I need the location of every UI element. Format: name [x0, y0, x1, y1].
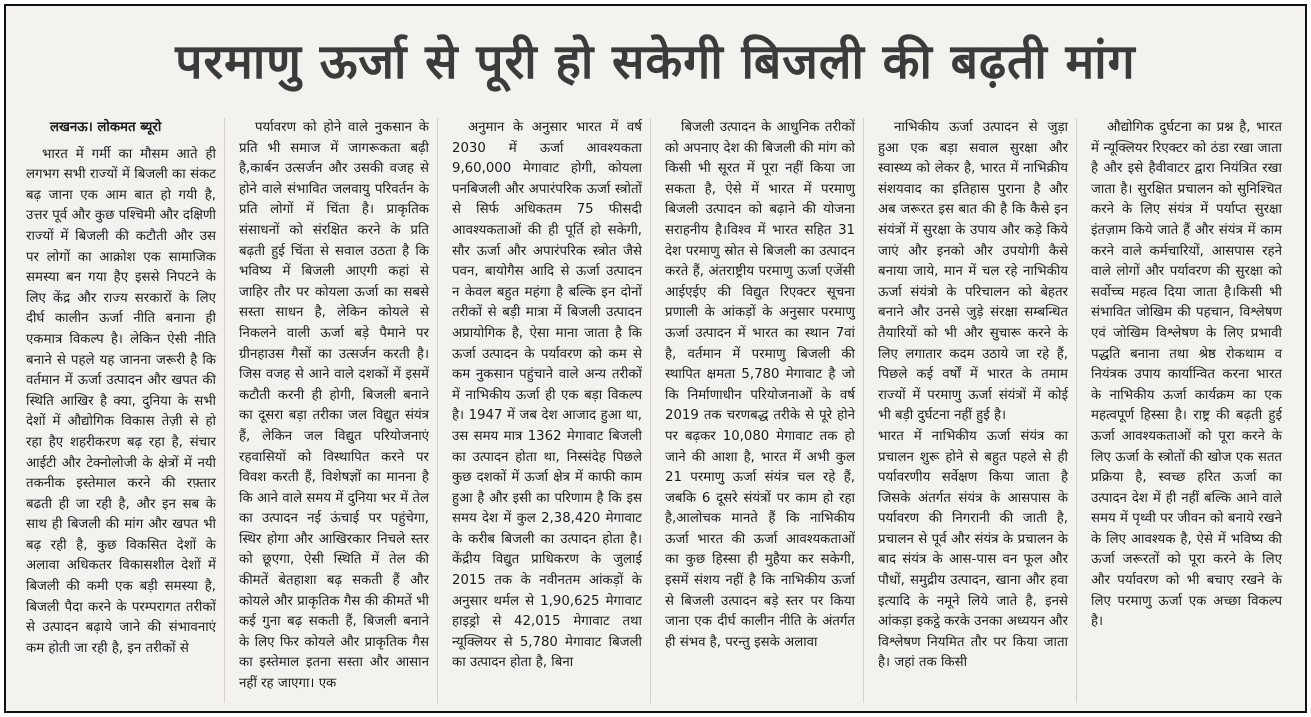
- article-column-6: [1091, 118, 1290, 703]
- column-text: पर्यावरण को होने वाले नुकसान के प्रति भी समाज में जागरूकता बढ़ी है,कार्बन उत्सर्जन और उसकी वजह से होने वाले संभावित जलवायु परिवर्तन के प्रति लोगों में चिंता है। प्राकृतिक संसाधनों को संरक्षित करने के प्रति बढ़ती हुई चिंता से सवाल उठता है कि भविष्य में बिजली आएगी कहां से जाहिर तौर पर कोयला ऊर्जा का सबसे सस्ता साधन है, लेकिन कोयले से निकलने वाली ऊर्जा बड़े पैमाने पर ग्रीनहाउस गैसों का उत्सर्जन करती है। जिस वजह से आने वाले दशकों में इसमें कटौती करनी ही होगी, बिजली बनाने का दूसरा बड़ा तरीका जल विद्युत संयंत्र हैं, लेकिन जल विद्युत परियोजनाएं रहवासियों को विस्थापित करने पर विवश करती हैं, विशेषज्ञों का मानना है कि आने वाले समय में दुनिया भर में तेल का उत्पादन नई ऊंचाई पर पहुंचेगा, स्थिर होगा और आखिरकार निचले स्तर को छूएगा, ऐसी स्थिति में तेल की कीमतें बेतहाशा बढ़ सकती हैं और कोयले और प्राकृतिक गैस की कीमतें भी कई गुना बढ़ सकती हैं, बिजली बनाने के लिए फिर कोयले और प्राकृतिक गैस का इस्तेमाल इतना सस्ता और आसान नहीं रह जाएगा। एक: [239, 120, 429, 692]
- article-column-4: [665, 118, 864, 703]
- article-byline: लखनऊ। लोकमत ब्यूरो: [50, 120, 162, 135]
- column-text: नाभिकीय ऊर्जा उत्पादन से जुड़ा हुआ एक बड़ा सवाल सुरक्षा और स्वास्थ्य को लेकर है, भारत में नाभिक्रीय संशयवाद का इतिहास पुराना है और अब जरूरत इस बात की है कि कैसे इन संयंत्रों में सुरक्षा के उपाय और कड़े किये जाएं और इनको और उपयोगी कैसे बनाया जाये, मान में चल रहे नाभिकीय ऊर्जा संयंत्रो के परिचालन को बेहतर बनाने और उनसे जुड़े संरक्षा सम्बन्धित तैयारियों को भी और सुचारू करने के लिए लगातार कदम उठाये जा रहे हैं, पिछले कई वर्षों में भारत के तमाम राज्यों में परमाणु ऊर्जा संयंत्रों में कोई भी बड़ी दुर्घटना नहीं हुई है। भारत में नाभिकीय ऊर्जा संयंत्र का प्रचालन शुरू होने से बहुत पहले से ही पर्यावरणीय सर्वेक्षण किया जाता है जिसके अंतर्गत संयंत्र के आसपास के पर्यावरण की निगरानी की जाती है, प्रचालन से पूर्व और संयंत्र के प्रचालन के बाद संयंत्र के आस-पास वन फूल और पौधों, समुद्रीय उत्पादन, खाना और हवा इत्यादि के नमूने लिये जाते है, इनसे आंकड़ा इकट्ठे करके उनका अध्ययन और विश्लेषण नियमित तौर पर किया जाता है। जहां तक किसी: [878, 120, 1068, 671]
- column-text: भारत में गर्मी का मौसम आते ही लगभग सभी राज्यों में बिजली का संकट बढ़ जाना एक आम बात हो गयी है, उत्तर पूर्व और कुछ पश्चिमी और दक्षिणी राज्यों में बिजली की कटौती और उस पर लोगों का आक्रोश एक सामाजिक समस्या बन गया हैए इससे निपटने के लिए केंद्र और राज्य सरकारों के लिए दीर्घ कालीन ऊर्जा नीति बनाना ही एकमात्र विकल्प है। लेकिन ऐसी नीति बनाने से पहले यह जानना जरूरी है कि वर्तमान में ऊर्जा उत्पादन और खपत की स्थिति आखिर है क्या, दुनिया के सभी देशों में औद्योगिक विकास तेज़ी से हो रहा हैए शहरीकरण बढ़ रहा है, संचार आईटी और टेक्नोलोजी के क्षेत्रों में नयी तकनीक इस्तेमाल करने की रफ़्तार बढती ही जा रही है, और इन सब के साथ ही बिजली की मांग और खपत भी बढ़ रही है, कुछ विकसित देशों के अलावा अधिकतर विकासशील देशों में बिजली की कमी एक बड़ी समस्या है, बिजली पैदा करने के परम्परागत तरीकों से उत्पादन बढ़ाये जाने की संभावनाएं कम होती जा रही है, इन तरीकों से: [26, 146, 216, 656]
- column-text: बिजली उत्पादन के आधुनिक तरीकों को अपनाए देश की बिजली की मांग को किसी भी सूरत में पूरा नहीं किया जा सकता है, ऐसे में भारत में परमाणु बिजली उत्पादन को बढ़ाने की योजना सराहनीय है।विश्व में भारत सहित 31 देश परमाणु स्रोत से बिजली का उत्पादन करते हैं, अंतराष्ट्रीय परमाणु ऊर्जा एजेंसी आईएईए की विद्युत रिएक्टर सूचना प्रणाली के आंकड़ों के अनुसार परमाणु ऊर्जा उत्पादन में भारत का स्थान 7वां है, वर्तमान में परमाणु बिजली की स्थापित क्षमता 5,780 मेगावाट है जो कि निर्माणाधीन परियोजनाओं के वर्ष 2019 तक चरणबद्ध तरीके से पूरे होने पर बढ़कर 10,080 मेगावाट तक हो जाने की आशा है, भारत में अभी कुल 21 परमाणु ऊर्जा संयंत्र चल रहे हैं, जबकि 6 दूसरे संयंत्रों पर काम हो रहा है,आलोचक मानते हैं कि नाभिकीय ऊर्जा भारत की ऊर्जा आवश्यकताओं का कुछ हिस्सा ही मुहैया कर सकेगी, इसमें संशय नहीं है कि नाभिकीय ऊर्जा से बिजली उत्पादन बड़े स्तर पर किया जाना एक दीर्घ कालीन नीति के अंतर्गत ही संभव है, परन्तु इसके अलावा: [665, 120, 855, 650]
- column-text: औद्योगिक दुर्घटना का प्रश्न है, भारत में न्यूक्लियर रिएक्टर को ठंडा रखा जाता है और इसे हैवीवाटर द्वारा नियंत्रित रखा जाता है। सुरक्षित प्रचालन को सुनिश्चित करने के लिए संयंत्र में पर्याप्त सुरक्षा इंतज़ाम किये जाते हैं और संयंत्र में काम करने वाले कर्मचारियों, आसपास रहने वाले लोगों और पर्यावरण की सुरक्षा को सर्वोच्च महत्व दिया जाता है।किसी भी संभावित जोखिम की पहचान, विश्लेषण एवं जोखिम विश्लेषण के लिए प्रभावी पद्धति बनाना तथा श्रेष्ठ रोकथाम व नियंत्रक उपाय कार्यान्वित करना भारत के नाभिकीय ऊर्जा कार्यक्रम का एक महत्वपूर्ण हिस्सा है। राष्ट्र की बढ़ती हुई ऊर्जा आवश्यकताओं को पूरा करने के लिए ऊर्जा के स्त्रोतों की खोज एक सतत प्रक्रिया है, स्वच्छ हरित ऊर्जा का उत्पादन देश में ही नहीं बल्कि आने वाले समय में पृथ्वी पर जीवन को बनाये रखने के लिए आवश्यक है, ऐसे में भविष्य की ऊर्जा जरूरतों को पूरा करने के लिए और पर्यावरण को भी बचाए रखने के लिए परमाणु ऊर्जा एक अच्छा विकल्प है।: [1091, 120, 1282, 630]
- column-text: अनुमान के अनुसार भारत में वर्ष 2030 में ऊर्जा आवश्यकता 9,60,000 मेगावाट होगी, कोयला पनबिजली और अपारंपरिक ऊर्जा स्त्रोतों से सिर्फ अधिकतम 75 फीसदी आवश्यकताओं की ही पूर्ति हो सकेगी, सौर ऊर्जा और अपारंपरिक स्त्रोत जैसे पवन, बायोगैस आदि से ऊर्जा उत्पादन न केवल बहुत महंगा है बल्कि इन दोनों तरीकों से बड़ी मात्रा में बिजली उत्पादन अप्रायोगिक है, ऐसा माना जाता है कि ऊर्जा उत्पादन के पर्यावरण को कम से कम नुकसान पहुंचाने वाले अन्य तरीकों में नाभिकीय ऊर्जा ही एक बड़ा विकल्प है। 1947 में जब देश आजाद हुआ था, उस समय मात्र 1362 मेगावाट बिजली का उत्पादन होता था, निस्संदेह पिछले कुछ दशकों में ऊर्जा क्षेत्र में काफी काम हुआ है और इसी का परिणाम है कि इस समय देश में कुल 2,38,420 मेगावाट के करीब बिजली का उत्पादन होता है। केंद्रीय विद्युत प्राधिकरण के जुलाई 2015 तक के नवीनतम आंकड़ों के अनुसार थर्मल से 1,90,625 मेगावाट हाइड्रो से 42,015 मेगावाट तथा न्यूक्लियर से 5,780 मेगावाट बिजली का उत्पादन होता है, बिना: [452, 120, 642, 671]
- newspaper-clipping: [4, 4, 1307, 713]
- article-headline: परमाणु ऊर्जा से पूरी हो सकेगी बिजली की बढ़ती मांग: [175, 34, 1136, 90]
- article-column-2: [239, 118, 438, 703]
- article-body: [26, 118, 1290, 703]
- article-column-5: [878, 118, 1077, 703]
- article-column-1: [26, 118, 225, 703]
- article-column-3: [452, 118, 651, 703]
